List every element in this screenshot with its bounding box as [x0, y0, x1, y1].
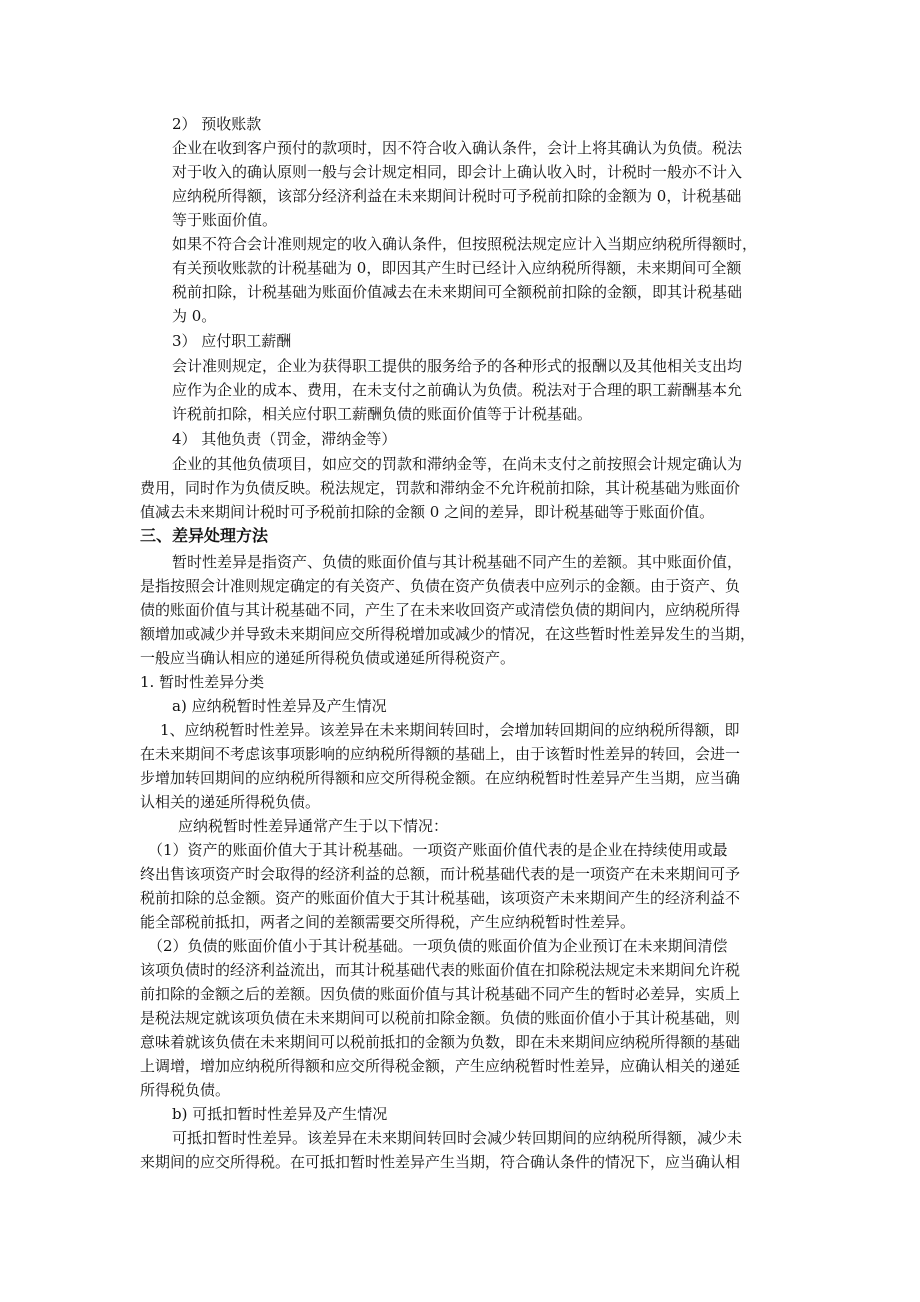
paragraph-line: 税前扣除，计税基础为账面价值减去在未来期间可全额税前扣除的金额，即其计税基础	[172, 283, 743, 301]
paragraph-line: 有关预收账款的计税基础为 0，即因其产生时已经计入应纳税所得额，未来期间可全额	[172, 259, 742, 277]
paragraph-line: 应纳税所得额，该部分经济利益在未来期间计税时可予税前扣除的金额为 0，计税基础	[172, 187, 742, 205]
paragraph-line: 等于账面价值。	[172, 211, 278, 229]
paragraph-line: 税前扣除的总金额。资产的账面价值大于其计税基础，该项资产未来期间产生的经济利益不	[140, 889, 741, 907]
paragraph-line: 1、应纳税暂时性差异。该差异在未来期间转回时，会增加转回期间的应纳税所得额，即	[160, 721, 740, 739]
paragraph-line: 意味着就该负债在未来期间可以税前抵扣的金额为负数，即在未来期间应纳税所得额的基础	[140, 1033, 741, 1051]
paragraph-line: 应作为企业的成本、费用，在未支付之前确认为负债。税法对于合理的职工薪酬基本允	[172, 381, 743, 399]
subitem-deductible-difference: b) 可抵扣暂时性差异及产生情况	[172, 1105, 388, 1123]
paragraph-line: 债的账面价值与其计税基础不同，产生了在未来收回资产或清偿负债的期间内，应纳税所得	[140, 601, 741, 619]
heading-difference-methods: 三、差异处理方法	[140, 526, 269, 545]
paragraph-line: 能全部税前抵扣，两者之间的差额需要交所得税，产生应纳税暂时性差异。	[140, 913, 636, 931]
paragraph-line: 企业的其他负债项目，如应交的罚款和滞纳金等，在尚未支付之前按照会计规定确认为	[172, 455, 743, 473]
paragraph-line: 前扣除的金额之后的差额。因负债的账面价值与其计税基础不同产生的暂时必差异，实质上	[140, 985, 741, 1003]
section-title-other-liabilities: 4） 其他负责（罚金，滞纳金等）	[172, 430, 397, 448]
paragraph-line: （1）资产的账面价值大于其计税基础。一项资产账面价值代表的是企业在持续使用或最	[148, 841, 728, 859]
paragraph-line: 如果不符合会计准则规定的收入确认条件，但按照税法规定应计入当期应纳税所得额时，	[172, 235, 758, 253]
paragraph-line: 来期间的应交所得税。在可抵扣暂时性差异产生当期，符合确认条件的情况下，应当确认相	[140, 1153, 741, 1171]
paragraph-line: 额增加或减少并导致未来期间应交所得税增加或减少的情况，在这些暂时性差异发生的当期，	[140, 625, 756, 643]
paragraph-line: 终出售该项资产时会取得的经济利益的总额，而计税基础代表的是一项资产在未来期间可予	[140, 865, 741, 883]
section-title-payroll: 3） 应付职工薪酬	[172, 332, 292, 350]
paragraph-line: 会计准则规定，企业为获得职工提供的服务给予的各种形式的报酬以及其他相关支出均	[172, 357, 743, 375]
paragraph-line: 上调增，增加应纳税所得额和应交所得税金额，产生应纳税暂时性差异，应确认相关的递延	[140, 1057, 741, 1075]
paragraph-line: 该项负债时的经济利益流出，而其计税基础代表的账面价值在扣除税法规定未来期间允许税	[140, 961, 741, 979]
paragraph-line: 是税法规定就该项负债在未来期间可以税前扣除金额。负债的账面价值小于其计税基础，则	[140, 1009, 741, 1027]
paragraph-line: 可抵扣暂时性差异。该差异在未来期间转回时会减少转回期间的应纳税所得额，减少未	[172, 1129, 743, 1147]
paragraph-line: 认相关的递延所得税负债。	[140, 793, 321, 811]
section-title-advance-receipts: 2） 预收账款	[172, 115, 262, 133]
paragraph-line: 值减去未来期间计税时可予税前扣除的金额 0 之间的差异，即计税基础等于账面价值。	[140, 503, 715, 521]
paragraph-line: 费用，同时作为负债反映。税法规定，罚款和滞纳金不允许税前扣除，其计税基础为账面价	[140, 479, 741, 497]
paragraph-line: 在未来期间不考虑该事项影响的应纳税所得额的基础上，由于该暂时性差异的转回，会进一	[140, 745, 741, 763]
paragraph-line: 应纳税暂时性差异通常产生于以下情况：	[178, 817, 449, 835]
paragraph-line: 是指按照会计准则规定确定的有关资产、负债在资产负债表中应列示的金额。由于资产、负	[140, 577, 741, 595]
paragraph-line: 一般应当确认相应的递延所得税负债或递延所得税资产。	[140, 649, 516, 667]
subitem-taxable-difference: a) 应纳税暂时性差异及产生情况	[172, 697, 387, 715]
paragraph-line: 企业在收到客户预付的款项时，因不符合收入确认条件，会计上将其确认为负债。税法	[172, 139, 743, 157]
paragraph-line: 暂时性差异是指资产、负债的账面价值与其计税基础不同产生的差额。其中账面价值，	[172, 553, 743, 571]
paragraph-line: 对于收入的确认原则一般与会计规定相同，即会计上确认收入时，计税时一般亦不计入	[172, 163, 743, 181]
paragraph-line: 许税前扣除，相关应付职工薪酬负债的账面价值等于计税基础。	[172, 405, 593, 423]
paragraph-line: 为 0。	[172, 307, 217, 325]
paragraph-line: （2）负债的账面价值小于其计税基础。一项负债的账面价值为企业预订在未来期间清偿	[148, 937, 728, 955]
paragraph-line: 所得税负债。	[140, 1081, 231, 1099]
list-item-temporary-difference-classification: 1. 暂时性差异分类	[140, 673, 265, 691]
paragraph-line: 步增加转回期间的应纳税所得额和应交所得税金额。在应纳税暂时性差异产生当期，应当确	[140, 769, 741, 787]
